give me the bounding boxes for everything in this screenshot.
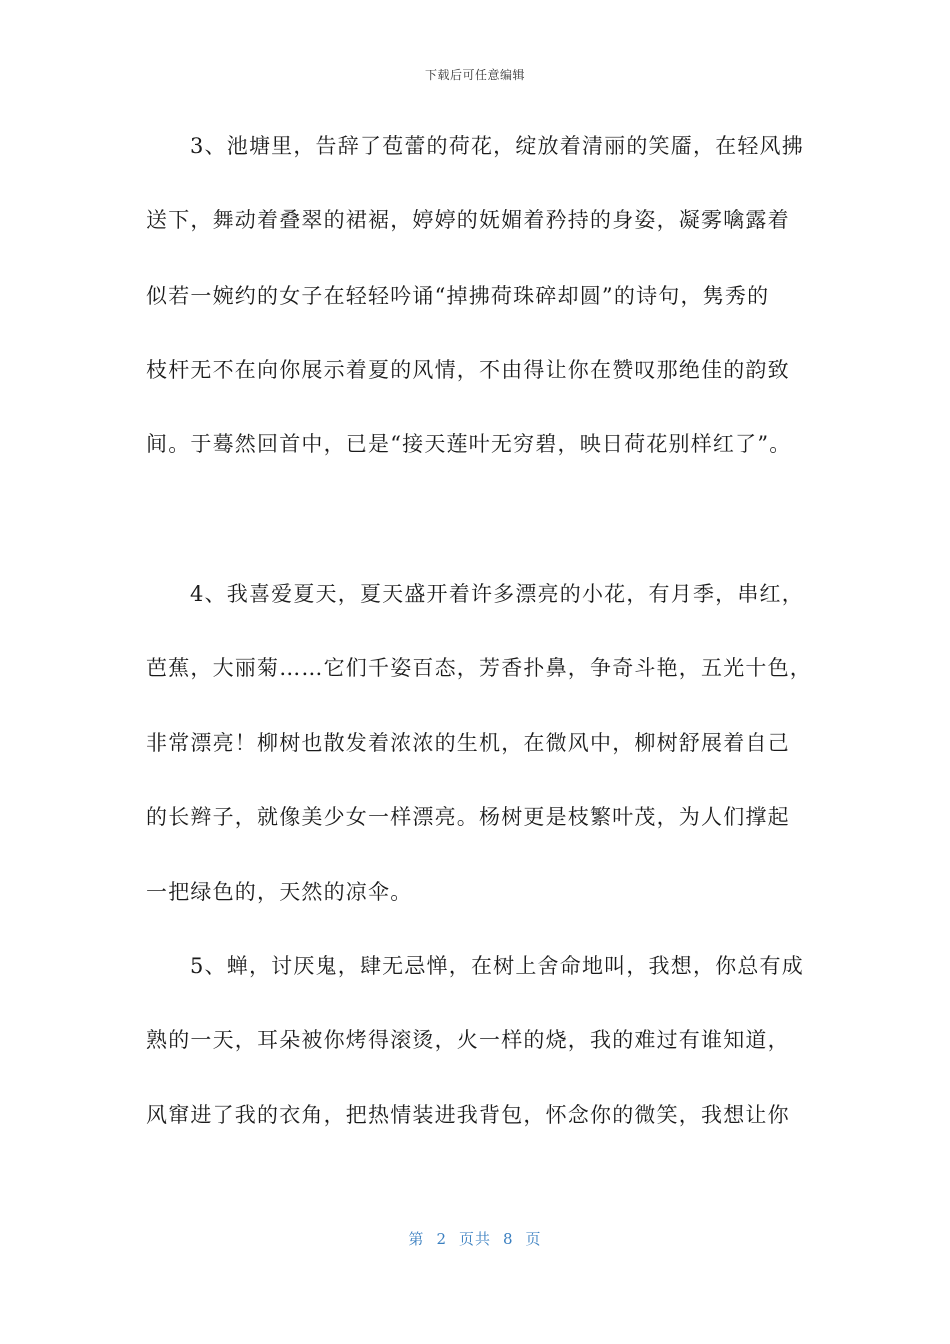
paragraph-5-line-3: 风窜进了我的衣角，把热情装进我背包，怀念你的微笑，我想让你 [146, 1103, 790, 1127]
paragraph-4-line-5: 一把绿色的，天然的凉伞。 [146, 880, 413, 904]
paragraph-3-line-3: 似若一婉约的女子在轻轻吟诵“掉拂荷珠碎却圆”的诗句，隽秀的 [146, 284, 770, 308]
paragraph-4-line-1: 4、我喜爱夏天，夏天盛开着许多漂亮的小花，有月季，串红， [190, 582, 804, 606]
paragraph-5-line-2: 熟的一天，耳朵被你烤得滚烫，火一样的烧，我的难过有谁知道， [146, 1028, 790, 1052]
footer-total-pages: 8 [503, 1230, 514, 1248]
footer-prefix: 第 [408, 1230, 425, 1248]
footer-suffix: 页 [525, 1230, 542, 1248]
footer-middle: 页共 [458, 1230, 491, 1248]
paragraph-3-line-1: 3、池塘里，告辞了苞蕾的荷花，绽放着清丽的笑靥，在轻风拂 [190, 134, 804, 158]
paragraph-4-line-3: 非常漂亮！柳树也散发着浓浓的生机，在微风中，柳树舒展着自己 [146, 731, 790, 755]
paragraph-3-line-5: 间。于蓦然回首中，已是“接天莲叶无穷碧，映日荷花别样红了”。 [146, 432, 792, 456]
paragraph-3-line-2: 送下，舞动着叠翠的裙裾，婷婷的妩媚着矜持的身姿，凝雾噙露着 [146, 208, 790, 232]
paragraph-4-line-2: 芭蕉，大丽菊……它们千姿百态，芳香扑鼻，争奇斗艳，五光十色， [146, 656, 812, 680]
page-header: 下载后可任意编辑 [424, 68, 525, 82]
page-footer [0, 1228, 950, 1249]
paragraph-4-line-4: 的长辫子，就像美少女一样漂亮。杨树更是枝繁叶茂，为人们撑起 [146, 805, 790, 829]
paragraph-5-line-1: 5、蝉，讨厌鬼，肆无忌惮，在树上舍命地叫，我想，你总有成 [190, 954, 804, 978]
footer-page-number: 2 [436, 1230, 447, 1248]
paragraph-3-line-4: 枝杆无不在向你展示着夏的风情，不由得让你在赞叹那绝佳的韵致 [146, 358, 790, 382]
